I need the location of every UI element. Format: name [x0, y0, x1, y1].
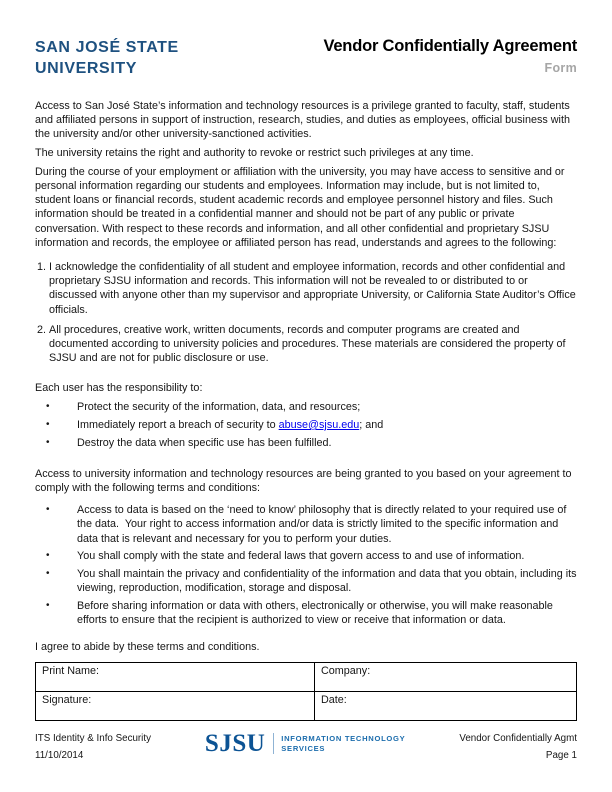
bullet-icon: • — [46, 567, 50, 579]
bullet-item-protect — [35, 400, 577, 414]
title-block — [323, 37, 577, 75]
list-number: 2. — [37, 323, 47, 336]
intro-section — [35, 99, 577, 250]
wordmark-line1: SAN JOSÉ STATE — [35, 39, 179, 56]
document-header — [35, 37, 577, 79]
bullet-item-need-to-know — [35, 503, 577, 546]
intro-paragraph-3: During the course of your employment or affiliation with the university, you may have access to sensitive and or personal information regarding our students and employees. Information may include, but is not limited to, student loans or financial records, student academic records and employee personnel history and files. Such information should be treated in a confidential manner and should not be part of any public or private conversation. With respect to these records and information, and all other confidential and proprietary SJSU information and records, the employee or affiliated person has read, understands and agrees to the following: — [35, 165, 565, 249]
bullet-text: Destroy the data when specific use has been fulfilled. — [77, 436, 332, 449]
its-label-line1: INFORMATION TECHNOLOGY — [281, 734, 406, 743]
footer-date: 11/10/2014 — [35, 749, 84, 761]
bullet-item-comply-laws — [35, 549, 577, 563]
intro-paragraph-1: Access to San José State’s information and technology resources is a privilege granted to faculty, staff, students and affiliated persons in support of instruction, research, studies, and duties as employees, official business with the university and/or other university-sanctioned activities. — [35, 100, 570, 141]
bullet-icon: • — [46, 436, 50, 448]
sjsu-wordmark — [35, 37, 179, 79]
bullet-text: Before sharing information or data with others, electronically or otherwise, you will make reasonable efforts to ensure that the recipient is authorized to view or receive that information or data. — [77, 599, 553, 627]
bullet-text — [77, 418, 577, 432]
print-name-label: Print Name: — [42, 664, 99, 677]
bullet-item-before-sharing — [35, 599, 577, 627]
list-item-2 — [35, 323, 577, 366]
sjsu-its-logo — [205, 732, 405, 755]
table-row — [36, 691, 577, 720]
date-cell[interactable] — [315, 691, 577, 720]
document-title: Vendor Confidentially Agreement — [323, 37, 577, 55]
logo-divider — [273, 733, 274, 754]
list-item-1 — [35, 260, 577, 317]
bullet-icon: • — [46, 418, 50, 430]
bullet-icon: • — [46, 550, 50, 562]
page-content — [35, 0, 577, 721]
bullet-item-report — [35, 418, 577, 432]
document-subtitle: Form — [544, 61, 577, 75]
list-item-text: I acknowledge the confidentiality of all student and employee information, records and other confidential and proprietary SJSU information and records. This information will not be revealed to or distributed to or discussed with anyone other than my supervisor and appropriate University, or California State Auditor’s Office officials. — [49, 261, 576, 316]
bullet-text: You shall comply with the state and federal laws that govern access to and use of information. — [77, 550, 525, 563]
its-label-line2: SERVICES — [281, 743, 326, 753]
bullet-item-maintain-privacy — [35, 567, 577, 595]
date-label: Date: — [321, 693, 347, 706]
wordmark-line2: UNIVERSITY — [35, 60, 138, 77]
footer-department: ITS Identity & Info Security — [35, 733, 151, 744]
list-item-text: All procedures, creative work, written documents, records and computer programs are created and documented according to university policies and procedures. These materials are considered the property of SJSU and are not for public disclosure or use. — [49, 323, 566, 365]
company-cell[interactable] — [315, 662, 577, 691]
acknowledgement-list — [35, 260, 577, 365]
responsibility-heading: Each user has the responsibility to: — [35, 382, 203, 395]
responsibility-bullet-list — [35, 400, 577, 450]
bullet-text-pre: Immediately report a breach of security to — [77, 418, 279, 431]
bullet-icon: • — [46, 401, 50, 413]
bullet-text: You shall maintain the privacy and confidentiality of the information and data that you obtain, including its viewing, reproduction, modification, storage and disposal. — [77, 567, 577, 595]
footer-page-number: Page 1 — [545, 749, 577, 761]
agreement-statement: I agree to abide by these terms and conditions. — [35, 641, 260, 654]
bullet-icon: • — [46, 599, 50, 611]
bullet-text: Access to data is based on the ‘need to know’ philosophy that is directly related to your required use of the data. Your right to access information and/or data is strictly limited to the specific information and data that is relevant and necessary for you to perform your duties. — [77, 504, 567, 545]
signature-cell[interactable] — [36, 691, 315, 720]
footer-doc-name: Vendor Confidentially Agmt — [459, 733, 577, 744]
list-number: 1. — [37, 261, 47, 274]
table-row — [36, 662, 577, 691]
footer-left — [35, 731, 151, 764]
company-label: Company: — [321, 664, 371, 677]
signature-label: Signature: — [42, 693, 92, 706]
abuse-email-link[interactable]: abuse@sjsu.edu — [278, 418, 360, 431]
terms-bullet-list — [35, 503, 577, 627]
page-footer — [35, 731, 577, 764]
its-logo-label — [281, 732, 405, 753]
bullet-icon: • — [46, 504, 50, 516]
bullet-text-post: ; and — [359, 418, 384, 431]
terms-intro: Access to university information and technology resources are being granted to you based on your agreement to comply with the following terms and conditions: — [35, 467, 572, 494]
sjsu-logo-text: SJSU — [204, 730, 266, 757]
signature-table — [35, 662, 577, 721]
print-name-cell[interactable] — [36, 662, 315, 691]
bullet-text: Protect the security of the information, data, and resources; — [77, 401, 361, 414]
intro-paragraph-2: The university retains the right and authority to revoke or restrict such privileges at any time. — [35, 147, 474, 160]
bullet-item-destroy — [35, 436, 577, 450]
footer-right — [459, 731, 577, 764]
